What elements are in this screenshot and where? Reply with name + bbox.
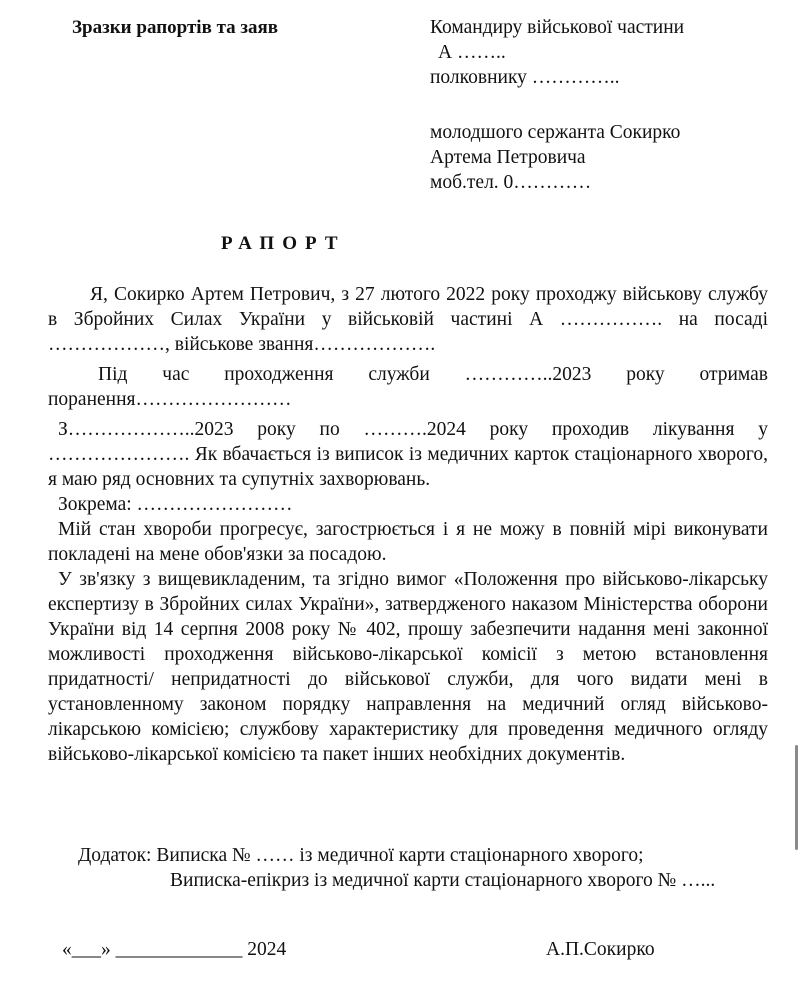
date-line: «___» _____________ 2024 — [62, 939, 287, 960]
signature: А.П.Сокирко — [546, 939, 655, 960]
attachment-line-epicrisis: Виписка-епікриз із медичної карти стаціонарного хворого № …... — [170, 870, 716, 891]
sender-line-phone: моб.тел. 0………… — [430, 172, 592, 193]
sender-line-name: Артема Петровича — [430, 147, 586, 168]
paragraph-treatment: З………………..2023 року по ……….2024 року проходив лікування у …………………. Як вбачається із виписок із медичних карток стаціонарного хворого, я маю ряд основних та супутніх захворювань. — [48, 419, 768, 490]
attachments-block — [48, 843, 768, 893]
attachment-line-extract: Додаток: Виписка № …… із медичної карти стаціонарного хворого; — [78, 845, 644, 866]
paragraph-request: У зв'язку з вищевикладеним, та згідно вимог «Положення про військово-лікарську експертизу в Збройних силах України», затвердженого наказом Міністерства оборони України від 14 серпня 2008 року № 402, прошу забезпечити надання мені законної можливості проходження військово-лікарської комісії з метою встановлення придатності/ непридатності до військової служби, для чого видати мені в установленному законом порядку направлення на медичний огляд військово-лікарською комісією; службову характеристику для проведення медичного огляду військово-лікарської комісією та пакет інших необхідних документів. — [48, 569, 768, 765]
addressee-line-rank: полковнику ………….. — [430, 67, 620, 88]
sender-line-rank: молодшого сержанта Сокирко — [430, 122, 681, 143]
addressee-line-unit: А …….. — [438, 42, 506, 63]
report-heading: РАПОРТ — [221, 233, 346, 254]
addressee-line-commander: Командиру військової частини — [430, 17, 685, 38]
report-body — [48, 282, 768, 767]
paragraph-condition: Мій стан хвороби прогресує, загострюється і я не можу в повній мірі виконувати покладені на мене обов'язки за посадою. — [48, 519, 768, 565]
paragraph-service: Я, Сокирко Артем Петрович, з 27 лютого 2022 року проходжу військову службу в Збройних Силах України у військовій частині А ……………. на посаді ………………, військове звання………………. — [48, 284, 768, 355]
samples-title: Зразки рапортів та заяв — [72, 17, 279, 38]
addressee-block — [430, 15, 780, 195]
paragraph-specifically: Зокрема: …………………… — [58, 494, 293, 515]
vertical-scrollbar[interactable] — [795, 745, 798, 850]
paragraph-injury: Під час проходження служби …………..2023 року отримав поранення…………………… — [48, 364, 768, 410]
